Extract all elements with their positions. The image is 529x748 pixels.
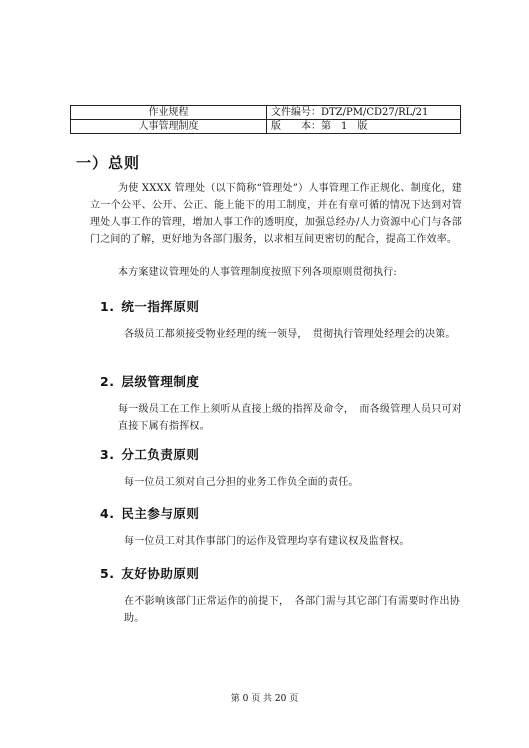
principle-number: 2.: [100, 374, 115, 389]
principle-number: 1.: [100, 299, 115, 314]
header-document-title: 人事管理制度: [71, 120, 267, 134]
header-category: 作业规程: [71, 106, 267, 120]
principle-heading-5: [100, 564, 199, 582]
principle-body-1: 各级员工都须接受物业经理的统一领导， 贯彻执行管理处经理会的决策。: [124, 329, 456, 340]
principle-body-4: 每一位员工对其作事部门的运作及管理均享有建议权及监督权。: [124, 536, 410, 547]
page-footer: 第 0 页 共 20 页: [230, 694, 299, 704]
principle-title: 友好协助原则: [121, 566, 200, 581]
header-row-1: [71, 106, 461, 120]
principle-body-3: 每一位员工须对自己分担的业务工作负全面的责任。: [124, 477, 359, 488]
header-file-number: 文件编号：DTZ/PM/CD27/RL/21: [267, 106, 461, 120]
header-version: 版 本：第 1 版: [267, 120, 461, 134]
intro-principles-statement: 本方案建议管理处的人事管理制度按照下列各项原则贯彻执行:: [118, 267, 397, 278]
principle-body-5: 在不影响该部门正常运作的前提下， 各部门需与其它部门有需要时作出协助。: [124, 596, 460, 624]
principle-title: 民主参与原则: [121, 506, 200, 521]
principle-heading-2: [100, 372, 199, 390]
header-row-2: [71, 120, 461, 134]
section-title: 一）总则: [76, 154, 141, 172]
principle-number: 3.: [100, 447, 115, 462]
principle-title: 统一指挥原则: [121, 299, 200, 314]
principle-heading-1: [100, 297, 199, 315]
intro-paragraph: 为使 XXXX 管理处（以下简称“管理处”）人事管理工作正规化、制度化，建立一个公平、公开、公正、能上能下的用工制度，并在有章可循的情况下达到对管理处人事工作的管理，增加人事工作的透明度，加强总经办/人力资源中心门与各部门之间的了解，更好地为各部门服务，以求相互间更密切的配合，提高工作效率。: [90, 183, 462, 245]
principle-title: 层级管理制度: [121, 374, 200, 389]
principle-body-2: 每一级员工在工作上须听从直接上级的指挥及命令， 而各级管理人员只可对直接下属有指挥权。: [118, 404, 462, 432]
principle-heading-4: [100, 504, 199, 522]
principle-title: 分工负责原则: [121, 447, 200, 462]
principle-number: 4.: [100, 506, 115, 521]
principle-heading-3: [100, 445, 199, 463]
principle-number: 5.: [100, 566, 115, 581]
document-header-table: [70, 105, 461, 134]
